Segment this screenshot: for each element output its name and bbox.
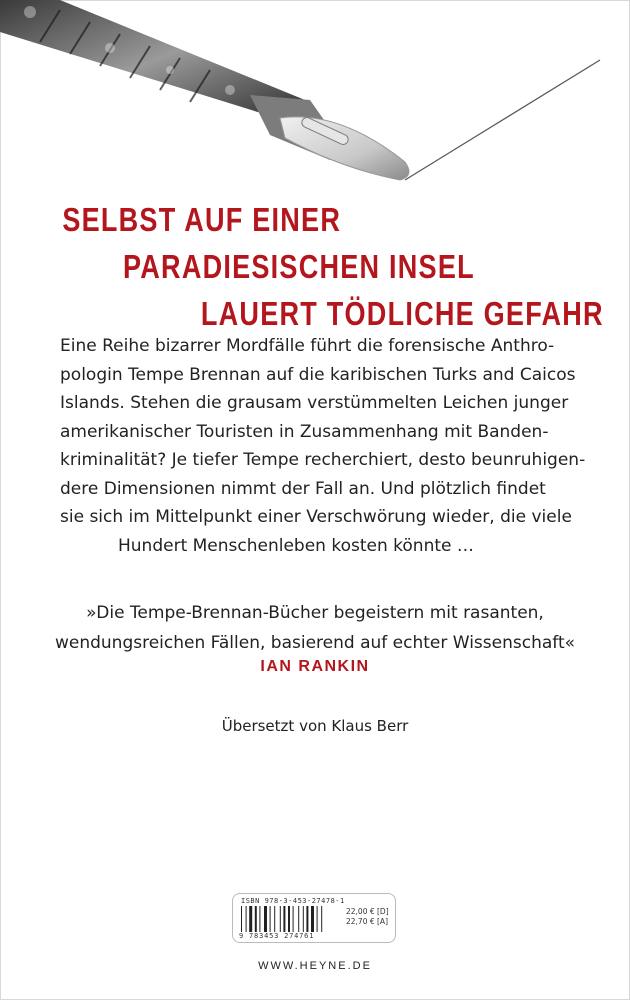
isbn-barcode [232, 893, 396, 943]
blurb-line: Islands. Stehen die grausam verstümmelten Leichen junger [60, 393, 569, 413]
blurb-line: amerikanischer Touristen in Zusammenhang mit Banden- [60, 421, 549, 442]
barcode-bar [270, 906, 271, 932]
quote-line: wendungsreichen Fällen, basierend auf echter Wissenschaft« [54, 633, 576, 653]
barcode-bar [241, 906, 242, 932]
barcode-bar [280, 906, 281, 932]
blurb-line: pologin Tempe Brennan auf die karibischen Turks and Caicos [60, 364, 576, 385]
price-de: 22,00 € [D] [346, 907, 389, 916]
translator-credit: Übersetzt von Klaus Berr [221, 717, 409, 735]
barcode-bar [298, 906, 299, 932]
headline-line-1: SELBST AUF EINER [62, 201, 342, 238]
barcode-bar [259, 906, 260, 932]
publisher-website: WWW.HEYNE.DE [258, 960, 372, 972]
barcode-bar [246, 906, 247, 932]
price-at: 22,70 € [A] [346, 917, 388, 926]
barcode-bar [264, 906, 267, 932]
isbn-label: ISBN 978-3-453-27478-1 [241, 897, 345, 905]
headline-line-3: LAUERT TÖDLICHE GEFAHR [200, 295, 604, 332]
barcode-digits: 9 783453 274761 [239, 932, 315, 940]
barcode-bar [288, 906, 290, 932]
blurb-line: kriminalität? Je tiefer Tempe recherchiert, desto beunruhigen- [60, 450, 586, 470]
quote-line: »Die Tempe-Brennan-Bücher begeistern mit rasanten, [86, 603, 544, 623]
barcode-bar [283, 906, 285, 932]
review-quote [30, 598, 600, 658]
barcode-bar [311, 906, 314, 932]
blurb-line: Eine Reihe bizarrer Mordfälle führt die forensische Anthro- [60, 336, 555, 356]
headline-line-2: PARADIESISCHEN INSEL [123, 248, 475, 285]
blurb-line: dere Dimensionen nimmt der Fall an. Und plötzlich findet [60, 478, 546, 499]
barcode-bar [255, 906, 257, 932]
barcode-bar [303, 906, 304, 932]
scalpel-image [0, 0, 630, 200]
barcode-bar [274, 906, 275, 932]
barcode-bar [306, 906, 308, 932]
barcode-bar [249, 906, 252, 932]
blurb-line: Hundert Menschenleben kosten könnte … [118, 535, 474, 556]
barcode-bar [293, 906, 294, 932]
blurb-line: sie sich im Mittelpunkt einer Verschwörung wieder, die viele [60, 507, 572, 527]
headline [0, 196, 604, 337]
barcode-bars [241, 906, 341, 932]
blurb-text [60, 332, 586, 560]
quote-author: IAN RANKIN [260, 658, 370, 675]
barcode-bar [321, 906, 322, 932]
barcode-bar [317, 906, 318, 932]
